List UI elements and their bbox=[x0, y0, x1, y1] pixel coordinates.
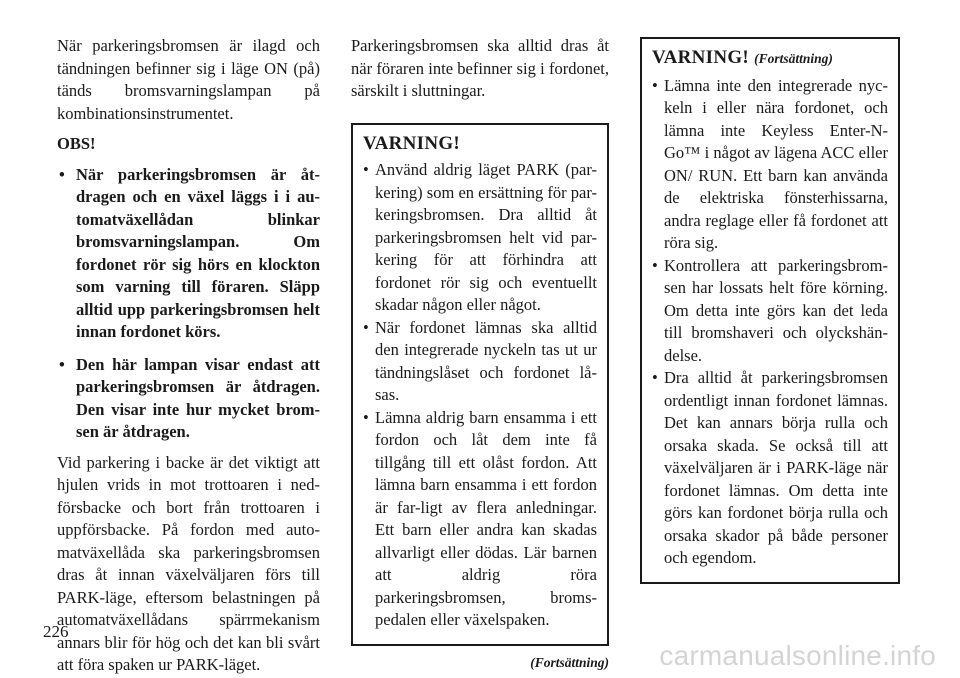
warning-item: • Dra alltid åt parkeringsbromsen ordentligt innan fordonet lämnas. Det kan annars börja rulla och orsaka skada. Se också till att växelväljaren är i PARK-läge när fordonet lämnas. Om detta inte görs kan fordonet börja rulla och orsaka skador på både personer och egendom. bbox=[652, 367, 888, 570]
warning-title-row bbox=[652, 47, 888, 71]
warning-item: • Lämna inte den integrerade nyc-keln i eller nära fordonet, och lämna inte Keyless Enter-N-Go™ i något av lägena ACC eller ON/ RUN. Ett barn kan använda de elektriska fönsterhissarna, andra reglage eller få fordonet att röra sig. bbox=[652, 75, 888, 255]
intro-paragraph: När parkeringsbromsen är ilagd och tändningen befinner sig i läge ON (på) tänds bromsvarningslampan på kombinationsinstrumentet. bbox=[57, 36, 320, 123]
continued-label: (Fortsättning) bbox=[754, 51, 833, 66]
warning-item: • Kontrollera att parkeringsbrom-sen har lossats helt före körning. Om detta inte görs kan det leda till bromshaveri och olyckshän-delse. bbox=[652, 255, 888, 368]
page-number: 226 bbox=[43, 622, 69, 641]
warning-box-continued bbox=[640, 37, 900, 584]
warning-title: VARNING! bbox=[363, 132, 461, 154]
obs-heading: OBS! bbox=[57, 134, 96, 153]
obs-item: • Den här lampan visar endast att parkeringsbromsen är åtdragen. Den visar inte hur mycket brom-sen är åtdragen. bbox=[57, 354, 320, 444]
left-column bbox=[57, 0, 320, 677]
middle-column bbox=[351, 0, 609, 674]
warning-item: • När fordonet lämnas ska alltid den integrerade nyckeln tas ut ur tändningslåset och fordonet lå-sas. bbox=[363, 317, 597, 407]
warning-item: • Lämna aldrig barn ensamma i ett fordon och låt dem inte få tillgång till ett olåst fordon. Att lämna barn ensamma i ett fordon är far-ligt av flera anledningar. Ett barn eller andra kan skadas allvarligt eller dödas. Lär barnen att aldrig röra parkeringsbromsen, broms-pedalen eller växelspaken. bbox=[363, 407, 597, 632]
warning-list bbox=[652, 75, 888, 570]
parking-slope-paragraph: Vid parkering i backe är det viktigt att hjulen vrids in mot trottoaren i ned-försbacke och bort från trottoaren i uppförsbacke. På fordon med auto-matväxellåda ska parkeringsbromsen dras åt innan växelväljaren förs till PARK-läge, eftersom belastningen på automatväxellådans spärrmekanism annars blir för hög och det kan bli svårt att föra spaken ur PARK-läget. bbox=[57, 452, 320, 674]
warning-box bbox=[351, 123, 609, 646]
obs-item: • När parkeringsbromsen är åt-dragen och en växel läggs i i au-tomatväxellådan blinkar bromsvarningslampan. Om fordonet rör sig hörs en klockton som varning till föraren. Släpp alltid upp parkeringsbromsen helt innan fordonet körs. bbox=[57, 164, 320, 344]
obs-list bbox=[57, 164, 320, 444]
intro-paragraph: Parkeringsbromsen ska alltid dras åt när föraren inte befinner sig i fordonet, särskilt i sluttningar. bbox=[351, 36, 609, 100]
watermark: carmanualsonline.info bbox=[659, 640, 936, 671]
right-column bbox=[640, 0, 900, 584]
warning-title: VARNING! bbox=[652, 47, 750, 68]
warning-list bbox=[363, 159, 597, 632]
warning-item: • Använd aldrig läget PARK (par-kering) som en ersättning för par-keringsbromsen. Dra alltid åt parkeringsbromsen helt vid par-kering för att förhindra att fordonet rör sig och eventuellt skadar någon eller något. bbox=[363, 159, 597, 317]
continued-label: (Fortsättning) bbox=[530, 654, 609, 670]
